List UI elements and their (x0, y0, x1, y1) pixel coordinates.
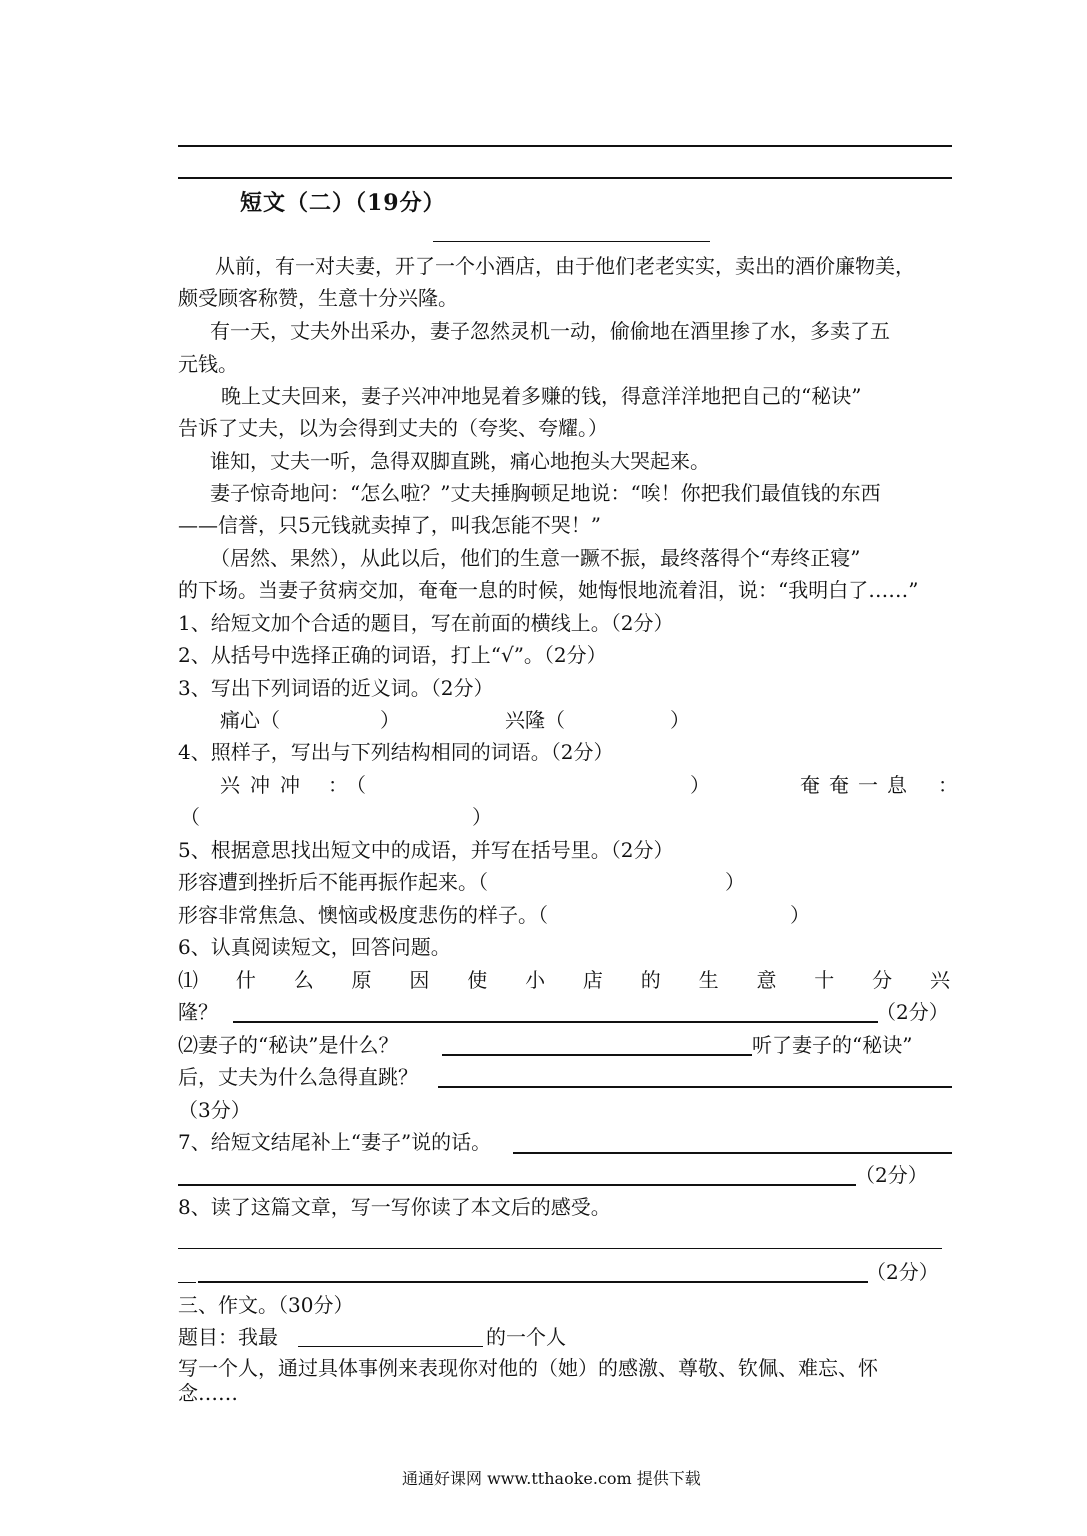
question-7: 7、给短文结尾补上“妻子”说的话。 (178, 1130, 492, 1154)
composition-requirement: 念…… (178, 1381, 238, 1405)
q6-1-char: ⑴ (178, 968, 198, 992)
footer-source: 通通好课网 www.tthaoke.com 提供下载 (402, 1469, 701, 1488)
composition-topic-prefix: 题目：我最 (178, 1325, 278, 1349)
composition-topic-suffix: 的一个人 (486, 1325, 566, 1349)
passage-line: 从前，有一对夫妻，开了一个小酒店，由于他们老老实实，卖出的酒价廉物美， (215, 254, 915, 278)
q4-example-2: 奄奄一息 (800, 773, 916, 797)
q3-synonym-2-close: ） (670, 708, 690, 732)
passage-line: （居然、果然），从此以后，他们的生意一蹶不振，最终落得个“寿终正寝” (210, 546, 861, 570)
q6-1-char: 店 (582, 968, 603, 992)
q4-colon-1: ：（ (328, 773, 374, 797)
q3-synonym-1-close: ） (380, 708, 400, 732)
q6-2b-answer-line (438, 1086, 952, 1088)
q3-synonym-1-label: 痛心（ (220, 708, 280, 732)
q6-1-char: 小 (525, 968, 546, 992)
question-2: 2、从括号中选择正确的词语，打上“√”。（2分） (178, 643, 607, 667)
composition-topic-blank (298, 1346, 483, 1347)
question-1: 1、给短文加个合适的题目，写在前面的横线上。（2分） (178, 611, 674, 635)
composition-requirement: 写一个人，通过具体事例来表现你对他的（她）的感激、尊敬、钦佩、难忘、怀 (178, 1356, 878, 1380)
passage-line: 颇受顾客称赞，生意十分兴隆。 (178, 286, 458, 310)
q8-answer-line-dash (178, 1282, 196, 1283)
passage-line: 晚上丈夫回来，妻子兴冲冲地晃着多赚的钱，得意洋洋地把自己的“秘诀” (221, 384, 862, 408)
q6-1-char: 十 (814, 968, 835, 992)
q3-synonym-2-label: 兴隆（ (505, 708, 565, 732)
q6-1-char: 什 (235, 968, 256, 992)
q6-1-char: 原 (351, 968, 372, 992)
q5-definition-2-close: ） (790, 903, 810, 927)
q8-answer-line-2 (198, 1281, 868, 1283)
q6-1-char: 分 (872, 968, 893, 992)
q6-2-question-b: 后，丈夫为什么急得直跳？ (178, 1065, 418, 1089)
q5-definition-2: 形容非常焦急、懊恼或极度悲伤的样子。（ (178, 903, 548, 927)
passage-line: 妻子惊奇地问：“怎么啦？”丈夫捶胸顿足地说：“唉！你把我们最值钱的东西 (210, 481, 881, 505)
q7-answer-line-2 (178, 1184, 856, 1186)
q4-open-2: （ (180, 805, 200, 829)
q6-1-score: （2分） (876, 1000, 949, 1024)
answer-line-1 (178, 145, 952, 147)
q8-score: （2分） (866, 1260, 939, 1284)
q8-answer-line-1 (178, 1248, 942, 1249)
q6-2-answer-line (442, 1054, 752, 1056)
question-6: 6、认真阅读短文，回答问题。 (178, 935, 451, 959)
q6-1-char: 因 (409, 968, 430, 992)
q5-definition-1: 形容遭到挫折后不能再振作起来。（ (178, 870, 488, 894)
q7-score: （2分） (855, 1163, 928, 1187)
answer-line-2 (178, 177, 952, 179)
question-8: 8、读了这篇文章，写一写你读了本文后的感受。 (178, 1195, 611, 1219)
passage-line: ——信誉，只5元钱就卖掉了，叫我怎能不哭！” (178, 513, 601, 537)
q6-1-char: 的 (640, 968, 661, 992)
passage-line: 元钱。 (178, 352, 238, 376)
q6-1-char: 意 (756, 968, 777, 992)
question-3: 3、写出下列词语的近义词。（2分） (178, 676, 494, 700)
q6-1-answer-line (233, 1021, 878, 1023)
title-blank-line (433, 241, 710, 242)
passage-line: 的下场。当妻子贫病交加，奄奄一息的时候，她悔恨地流着泪，说：“我明白了……” (178, 578, 919, 602)
passage-line: 谁知，丈夫一听，急得双脚直跳，痛心地抱头大哭起来。 (210, 449, 710, 473)
composition-heading: 三、作文。（30分） (178, 1293, 354, 1317)
q5-definition-1-close: ） (725, 870, 745, 894)
q6-1-line2: 隆？ (178, 1000, 218, 1024)
passage-line: 有一天，丈夫外出采办，妻子忽然灵机一动，偷偷地在酒里掺了水，多卖了五 (210, 319, 890, 343)
q6-1-char: 使 (467, 968, 488, 992)
q4-colon-2: ： (938, 773, 958, 797)
section-title: 短文（二）（19分） (240, 190, 446, 216)
q6-2-score: （3分） (178, 1098, 251, 1122)
q6-1-prompt (178, 968, 950, 992)
q6-2-followup: 听了妻子的“秘诀” (752, 1033, 913, 1057)
q7-answer-line-1 (513, 1152, 952, 1154)
passage-line: 告诉了丈夫，以为会得到丈夫的（夸奖、夸耀。） (178, 416, 608, 440)
question-5: 5、根据意思找出短文中的成语，并写在括号里。（2分） (178, 838, 674, 862)
question-4: 4、照样子，写出与下列结构相同的词语。（2分） (178, 740, 614, 764)
q4-example-1: 兴冲冲 (220, 773, 310, 797)
q6-1-char: 生 (698, 968, 719, 992)
q6-1-char: 兴 (929, 968, 950, 992)
q4-close-2: ） (472, 805, 492, 829)
q6-2-question: ⑵妻子的“秘诀”是什么？ (178, 1033, 399, 1057)
q4-close-1: ） (690, 773, 710, 797)
q6-1-char: 么 (293, 968, 314, 992)
